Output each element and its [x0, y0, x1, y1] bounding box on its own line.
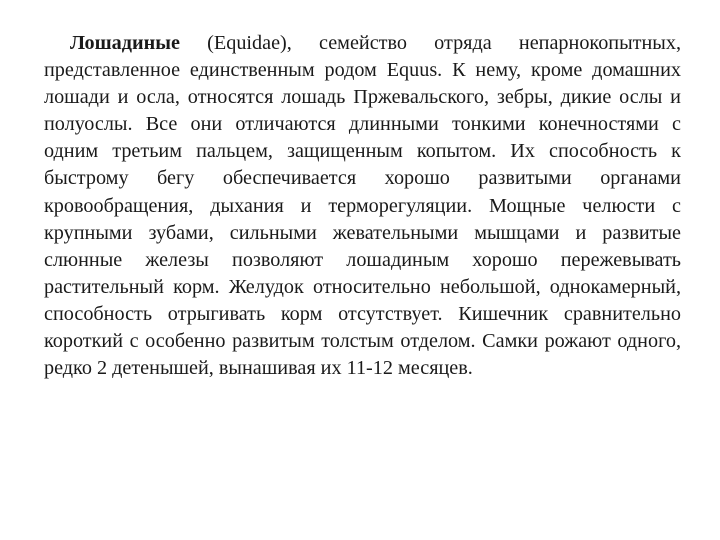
term-heading: Лошадиные [70, 32, 180, 54]
body-paragraph [44, 30, 681, 382]
paragraph-text: (Equidae), семейство отряда непарнокопытных, представленное единственным родом Equus. К нему, кроме домашних лошади и осла, относятся лошадь Пржевальского, зебры, дикие ослы и полуослы. Все они отличаются длинными тонкими конечностями с одним третьим пальцем, защищенным копытом. Их способность к быстрому бегу обеспечивается хорошо развитыми органами кровообращения, дыхания и терморегуляции. Мощные челюсти с крупными зубами, сильными жевательными мышцами и развитые слюнные железы позволяют лошадиным хорошо пережевывать растительный корм. Желудок относительно небольшой, однокамерный, способность отрыгивать корм отсутствует. Кишечник сравнительно короткий с особенно развитым толстым отделом. Самки рожают одного, редко 2 детенышей, вынашивая их 11-12 месяцев. [44, 32, 681, 380]
